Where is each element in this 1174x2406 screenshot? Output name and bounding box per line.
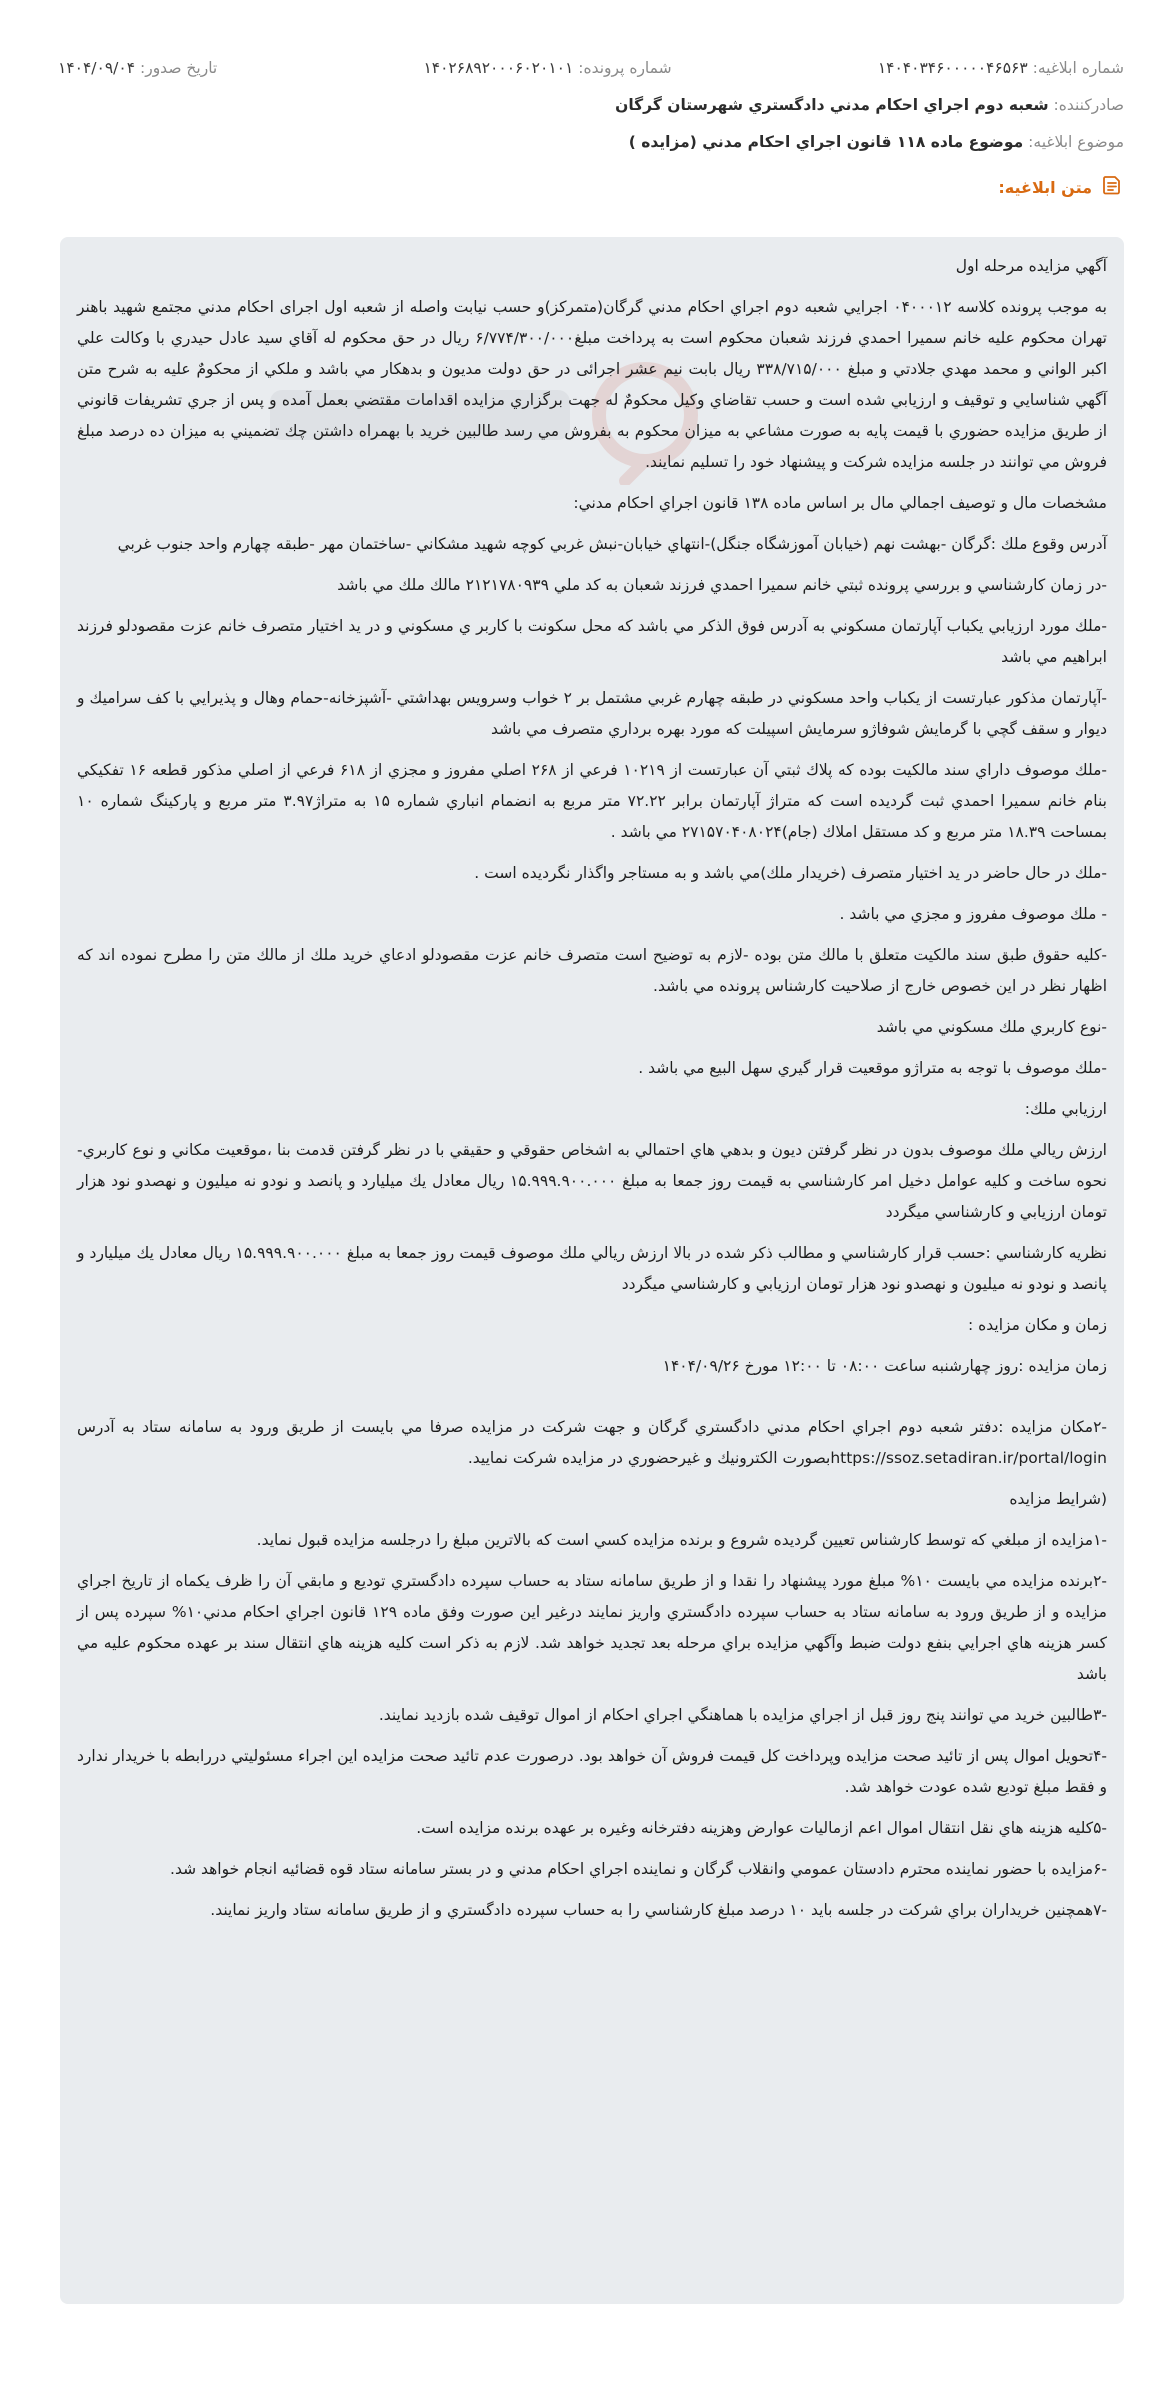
paragraph-condition-4: -۴تحويل اموال پس از تائيد صحت مزايده وپرداخت كل قيمت فروش آن خواهد بود. درصورت عدم تائيد صحت مزايده اين اجراء مسئوليتي دررابطه با خريدار ندارد و فقط مبلغ توديع شده عودت خواهد شد.: [77, 1747, 1107, 1796]
paragraph-conditions-heading: (شرايط مزايده: [1009, 1490, 1107, 1508]
paragraph-specs-heading: مشخصات مال و توصيف اجمالي مال بر اساس ماده ۱۳۸ قانون اجراي احكام مدني:: [573, 494, 1107, 512]
paragraph-condition-7: -۷همچنين خريداران براي شركت در جلسه بايد ۱۰ درصد مبلغ كارشناسي را به حساب سپرده دادگستري و از طريق سامانه ستاد واريز نمايند.: [210, 1901, 1107, 1919]
issuer-line: [58, 91, 1124, 121]
paragraph-intro: به موجب پرونده كلاسه ۰۴۰۰۰۱۲ اجرايي شعبه دوم اجراي احكام مدني گرگان(متمركز)و حسب نيابت واصله از شعبه اول اجرای احكام مدني مجتمع شهيد باهنر تهران محكوم عليه خانم سميرا احمدي فرزند شعبان محكوم است به پرداخت مبلغ۶/۷۷۴/۳۰۰/۰۰۰ ريال در حق محكوم له آقاي سيد عادل حيدري با وكالت علي اكبر الواني و محمد مهدي جلادتي و مبلغ ۳۳۸/۷۱۵/۰۰۰ ريال بابت نيم عشر اجرائی در حق دولت مديون و بدهكار مي باشد و ملكي از محكومٌ عليه به شرح متن آگهي شناسايي و توقيف و ارزيابي شده است و حسب تقاضاي وكيل محكومٌ له جهت برگزاري مزايده اقدامات مقتضي بعمل آمده و پس از جري تشريفات قانوني از طريق مزايده حضوري با قيمت پايه به صورت مشاعي به ميزان محكوم به بفروش مي رسد طالبين خريد با بهمراه داشتن چك تضميني به ميزان ده درصد مبلغ فروش مي توانند در جلسه مزايده شركت و پيشنهاد خود را تسليم نمايند.: [77, 298, 1108, 471]
issue-date: [58, 52, 217, 84]
meta-row: [58, 52, 1124, 84]
spacer: [77, 1392, 1107, 1412]
paragraph-condition-6: -۶مزايده با حضور نماينده محترم دادستان عمومي وانقلاب گرگان و نماينده اجراي احكام مدني و در بستر سامانه ستاد قوه قضائيه انجام خواهد شد.: [170, 1860, 1107, 1878]
paragraph-condition-3: -۳طالبين خريد مي توانند پنج روز قبل از اجراي مزايده با هماهنگي اجراي احكام از اموال توقيف شده بازديد نمايند.: [378, 1706, 1107, 1724]
paragraph-expert-opinion: نظريه كارشناسي :حسب قرار كارشناسي و مطالب ذكر شده در بالا ارزش ريالي ملك موصوف قيمت روز جمعا به مبلغ ۱۵.۹۹۹.۹۰۰.۰۰۰ ريال معادل يك ميليارد و پانصد و نودو نه ميليون و نهصدو نود هزار تومان ارزيابي و كارشناسي ميگردد: [77, 1244, 1107, 1293]
notice-number: [878, 52, 1124, 84]
case-number-label: شماره پرونده:: [578, 59, 672, 77]
paragraph-auction-place: -۲مكان مزايده :دفتر شعبه دوم اجراي احكام مدني دادگستري گرگان و جهت شركت در مزايده صرفا مي بايست از طريق ورود به سامانه ستاد به آدرس https://ssoz.setadiran.ir/portal/loginبصورت الكترونيك و غيرحضوري در مزايده شركت نماييد.: [77, 1418, 1107, 1467]
issue-date-label: تاریخ صدور:: [139, 59, 218, 77]
paragraph-condition-1: -۱مزايده از مبلغي كه توسط كارشناس تعيين گرديده شروع و برنده مزايده كسي است كه بالاترين مبلغ را درجلسه مزايده قبول نمايد.: [256, 1531, 1107, 1549]
subject-value: موضوع ماده ۱۱۸ قانون اجراي احكام مدني (مزايده ): [628, 133, 1024, 151]
paragraph-address: آدرس وقوع ملك :گرگان -بهشت نهم (خيابان آموزشگاه جنگل)-انتهاي خيابان-نبش غربي كوچه شهيد مشكاني -ساختمان مهر -طبقه چهارم واحد جنوب غربي: [117, 535, 1107, 553]
notice-header: [0, 0, 1174, 202]
paragraph-time-place-heading: زمان و مكان مزايده :: [967, 1316, 1107, 1334]
notice-body: [60, 237, 1124, 2304]
paragraph-owner: -در زمان كارشناسي و بررسي پرونده ثبتي خانم سميرا احمدي فرزند شعبان به كد ملي ۲۱۲۱۷۸۰۹۳۹ مالك ملك مي باشد: [337, 576, 1107, 594]
paragraph-apartment: -آپارتمان مذكور عبارتست از يكباب واحد مسكوني در طبقه چهارم غربي مشتمل بر ۲ خواب وسرويس بهداشتي -آشپزخانه-حمام وهال و پذيرايي با كف سراميك و ديوار و سقف گچي با گرمايش شوفاژو سرمايش اسپيلت كه مورد بهره برداري متصرف مي باشد: [77, 689, 1107, 738]
issuer-label: صادرکننده:: [1053, 96, 1124, 114]
notice-number-label: شماره ابلاغیه:: [1032, 59, 1124, 77]
paragraph-valuation: ارزش ريالي ملك موصوف بدون در نظر گرفتن ديون و بدهي هاي احتمالي به اشخاص حقوقي و حقيقي با در نظر گرفتن قدمت بنا ،موقعيت مكاني و نوع كاربري-نحوه ساخت و كليه عوامل دخيل امر كارشناسي به قيمت روز جمعا به مبلغ ۱۵.۹۹۹.۹۰۰.۰۰۰ ريال معادل يك ميليارد و پانصد و نودو نه ميليون و نهصدو نود هزار تومان ارزيابي و كارشناسي ميگردد: [77, 1141, 1107, 1221]
issue-date-value: ۱۴۰۴/۰۹/۰۴: [58, 59, 136, 77]
case-number-value: ۱۴۰۲۶۸۹۲۰۰۰۶۰۲۰۱۰۱: [423, 59, 574, 77]
paragraph-rights: -كليه حقوق طبق سند مالكيت متعلق با مالك متن بوده -لازم به توضيح است متصرف خانم عزت مقصودلو ادعاي خريد ملك از مالك متن را مطرح نموده اند كه اظهار نظر در اين خصوص خارج از صلاحيت كارشناس پرونده مي باشد.: [77, 946, 1107, 995]
paragraph-saleability: -ملك موصوف با توجه به متراژو موقعيت قرار گيري سهل البيع مي باشد .: [638, 1059, 1107, 1077]
notice-text-label: متن ابلاغیه:: [998, 177, 1092, 197]
paragraph-possession: -ملك در حال حاضر در يد اختيار متصرف (خريدار ملك)مي باشد و به مستاجر واگذار نگرديده است .: [474, 864, 1107, 882]
paragraph-deed: -ملك موصوف داراي سند مالكيت بوده كه پلاك ثبتي آن عبارتست از ۱۰۲۱۹ فرعي از ۲۶۸ اصلي مفروز و مجزي از ۶۱۸ فرعي از اصلي مذكور قطعه ۱۶ تفكيكي بنام خانم سميرا احمدي ثبت گرديده است كه متراژ آپارتمان برابر ۷۲.۲۲ متر مربع به انضمام انباري شماره ۱۵ به متراژ۳.۹۷ متر مربع و پاركينگ شماره ۱۰ بمساحت ۱۸.۳۹ متر مربع و كد مستقل املاك (جام)۲۷۱۵۷۰۴۰۸۰۲۴ مي باشد .: [77, 761, 1107, 841]
subject-line: [58, 128, 1124, 158]
paragraph-usage: -نوع كاربري ملك مسكوني مي باشد: [876, 1018, 1107, 1036]
subject-label: موضوع ابلاغیه:: [1028, 133, 1124, 151]
case-number: [423, 52, 671, 84]
notice-text-heading: [58, 172, 1124, 202]
paragraph-title: آگهي مزايده مرحله اول: [955, 257, 1107, 275]
notice-number-value: ۱۴۰۴۰۳۴۶۰۰۰۰۰۴۶۵۶۳: [877, 59, 1028, 77]
issuer-value: شعبه دوم اجراي احكام مدني دادگستري شهرستان گرگان: [615, 96, 1049, 114]
paragraph-valuation-heading: ارزيابي ملك:: [1024, 1100, 1107, 1118]
paragraph-condition-2: -۲برنده مزايده مي بايست ۱۰% مبلغ مورد پيشنهاد را نقدا و از طريق سامانه ستاد به حساب سپرده دادگستري توديع و مابقي آن را ظرف يكماه از تاريخ اجراي مزايده و از طريق ورود به سامانه ستاد به حساب سپرده دادگستري واريز نمايند درغير اين صورت وفق ماده ۱۲۹ قانون اجراي احكام مدني۱۰% سپرده پس از كسر هزينه هاي اجرايي بنفع دولت ضبط وآگهي مزايده براي مرحله بعد تجديد خواهد شد. لازم به ذكر است كليه هزينه هاي انتقال سند بر عهده محكوم عليه مي باشد: [77, 1572, 1107, 1683]
paragraph-auction-time: زمان مزايده :روز چهارشنبه ساعت ۰۸:۰۰ تا ۱۲:۰۰ مورخ ۱۴۰۴/۰۹/۲۶: [662, 1357, 1107, 1375]
document-text-icon: [1100, 173, 1124, 201]
paragraph-occupant: -ملك مورد ارزيابي يكباب آپارتمان مسكوني به آدرس فوق الذكر مي باشد كه محل سكونت با كاربر ي مسكوني و در يد اختيار متصرف خانم عزت مقصودلو فرزند ابراهيم مي باشد: [77, 617, 1107, 666]
paragraph-condition-5: -۵كليه هزينه هاي نقل انتقال اموال اعم ازماليات عوارض وهزينه دفترخانه وغيره بر عهده برنده مزايده است.: [416, 1819, 1107, 1837]
paragraph-separate: - ملك موصوف مفروز و مجزي مي باشد .: [839, 905, 1107, 923]
